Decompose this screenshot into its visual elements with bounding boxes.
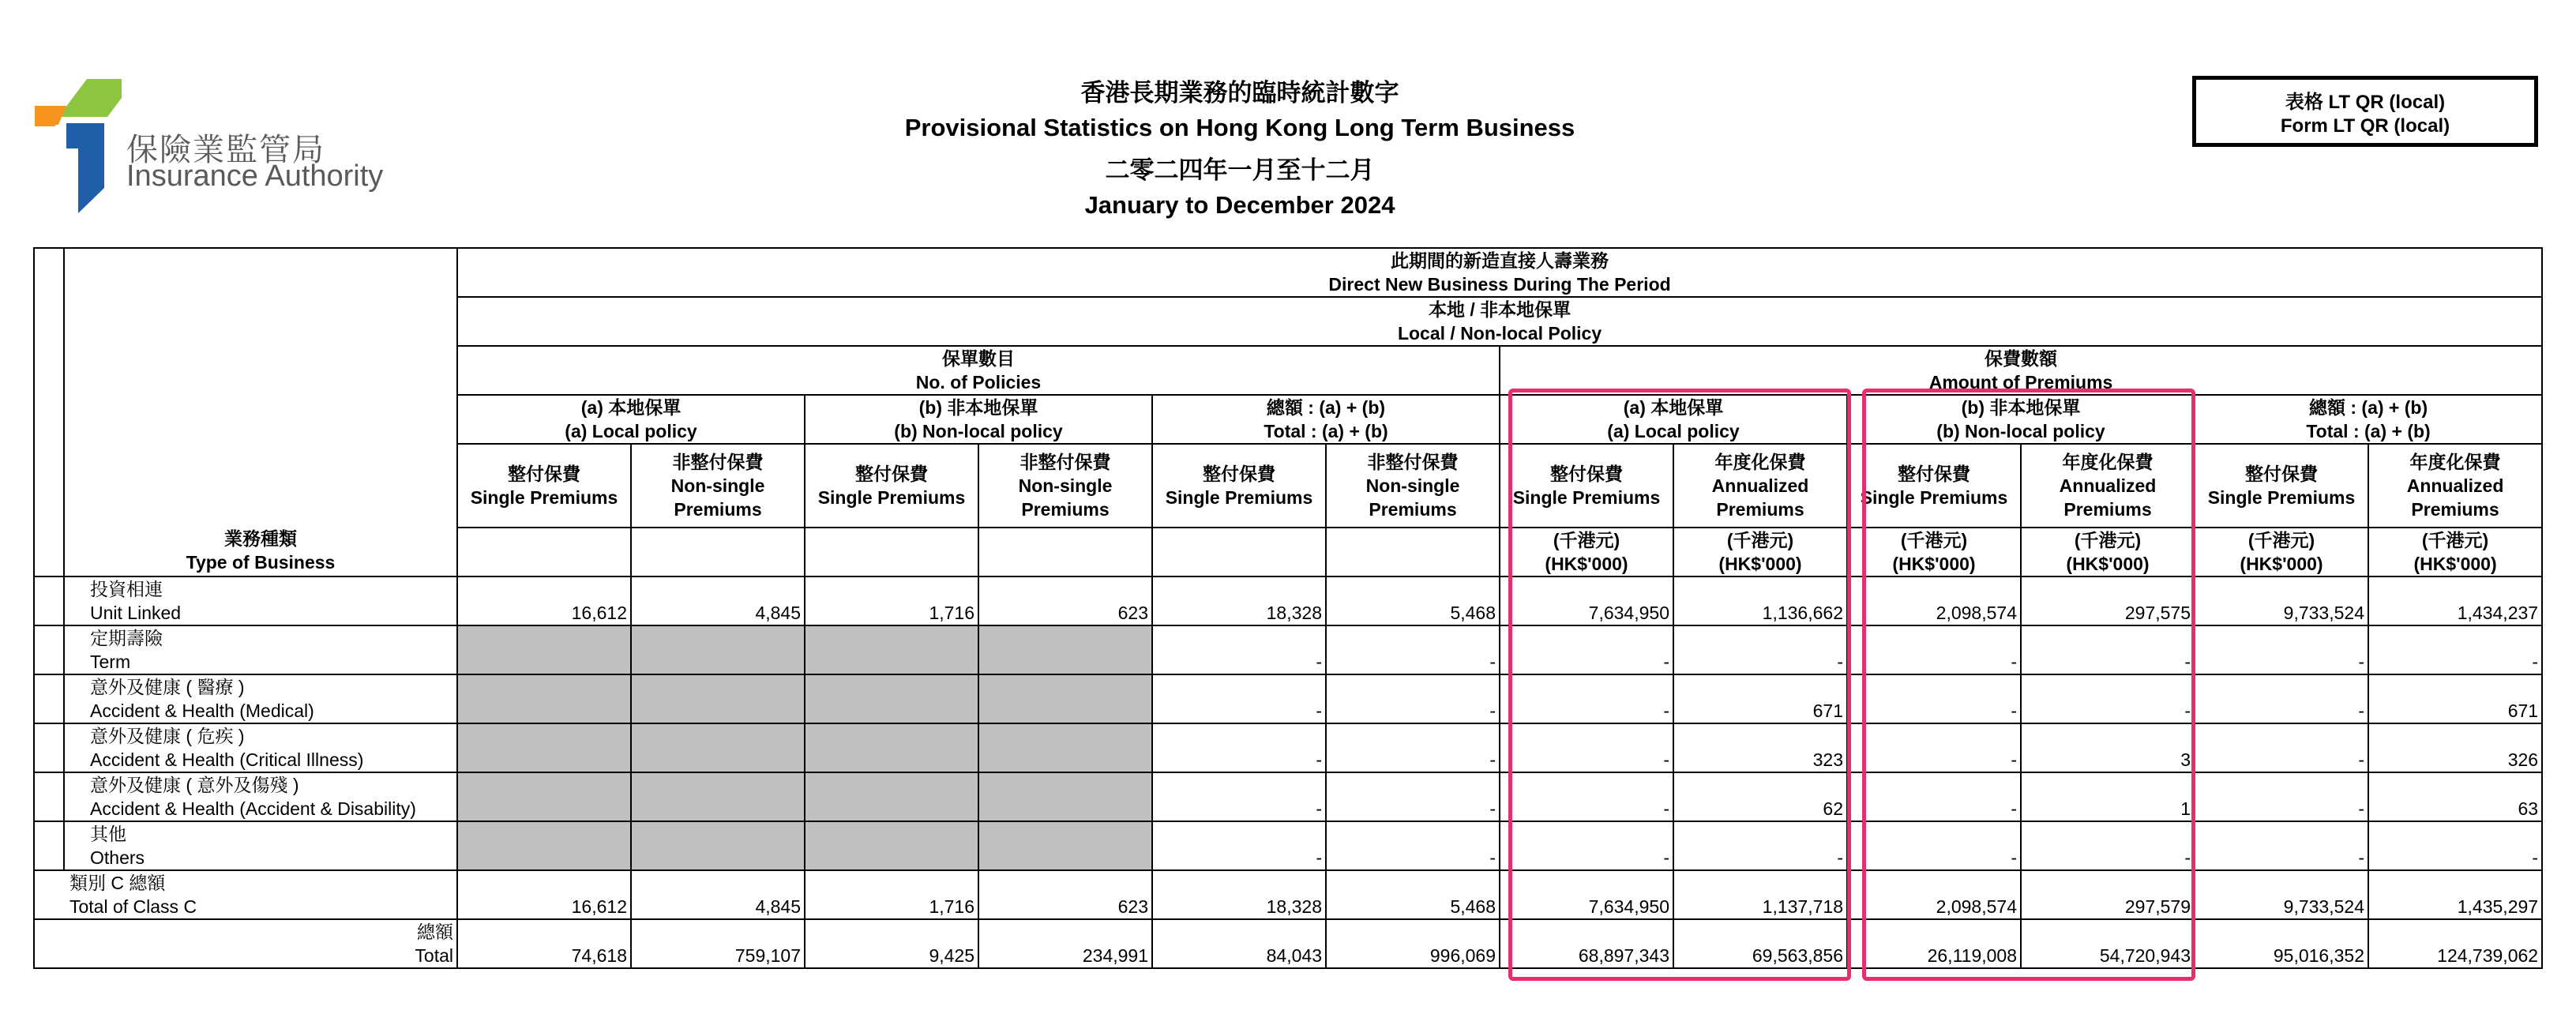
unit-cell bbox=[1673, 528, 1847, 576]
value-cell: 18,328 bbox=[1152, 870, 1326, 919]
unit-zh: (千港元) bbox=[2247, 530, 2315, 550]
unit-en: (HK$'000) bbox=[2240, 554, 2323, 574]
period-english: January to December 2024 bbox=[1084, 191, 1395, 219]
row-unit-linked bbox=[34, 576, 2542, 625]
value-cell: - bbox=[2195, 723, 2368, 772]
value-cell: - bbox=[1847, 674, 2021, 723]
value-cell: 297,579 bbox=[2021, 870, 2195, 919]
nonlocal-en: (b) Non-local policy bbox=[894, 421, 1063, 441]
shaded-cell bbox=[978, 772, 1152, 821]
col-header-single bbox=[1847, 444, 2021, 528]
row-label-en: Total bbox=[415, 945, 453, 966]
unit-zh: (千港元) bbox=[1726, 530, 1794, 550]
nonsingle-en2: Premiums bbox=[1021, 499, 1110, 520]
row-label bbox=[64, 674, 457, 723]
row-label-zh: 意外及健康 ( 危疾 ) bbox=[90, 726, 245, 746]
policy-header-english: Local / Non-local Policy bbox=[1397, 323, 1602, 344]
value-cell: 69,563,856 bbox=[1673, 919, 1847, 968]
title-english: Provisional Statistics on Hong Kong Long Term Business bbox=[904, 114, 1575, 141]
value-cell: 3 bbox=[2021, 723, 2195, 772]
no-of-policies-header bbox=[457, 346, 1500, 395]
col-header-single bbox=[1500, 444, 1673, 528]
row-label bbox=[34, 919, 457, 968]
value-cell: - bbox=[2195, 674, 2368, 723]
single-en: Single Premiums bbox=[1512, 487, 1661, 508]
unit-cell-empty bbox=[631, 528, 805, 576]
value-cell: - bbox=[1152, 821, 1326, 870]
type-header-english: Type of Business bbox=[186, 552, 336, 573]
row-label-zh: 投資相連 bbox=[90, 579, 163, 599]
unit-cell-empty bbox=[457, 528, 631, 576]
value-cell: 671 bbox=[1673, 674, 1847, 723]
logo-text-english: Insurance Authority bbox=[126, 160, 384, 193]
value-cell: - bbox=[1500, 821, 1673, 870]
form-code-chinese: 表格 LT QR (local) bbox=[2285, 92, 2446, 113]
row-accident-health-critical-illness bbox=[34, 723, 2542, 772]
value-cell: 7,634,950 bbox=[1500, 870, 1673, 919]
row-label-zh: 意外及健康 ( 醫療 ) bbox=[90, 677, 245, 697]
value-cell: 1,435,297 bbox=[2368, 870, 2542, 919]
value-cell: 623 bbox=[978, 870, 1152, 919]
row-label bbox=[64, 625, 457, 674]
value-cell: 9,733,524 bbox=[2195, 870, 2368, 919]
annual-en2: Premiums bbox=[1716, 499, 1804, 520]
shaded-cell bbox=[631, 625, 805, 674]
margin-cell bbox=[34, 674, 64, 723]
premiums-nonlocal-header bbox=[1847, 395, 2195, 444]
nonsingle-en1: Non-single bbox=[1018, 475, 1113, 496]
value-cell: 297,575 bbox=[2021, 576, 2195, 625]
single-en: Single Premiums bbox=[817, 487, 966, 508]
shaded-cell bbox=[978, 821, 1152, 870]
annual-zh: 年度化保費 bbox=[2062, 452, 2154, 472]
shaded-cell bbox=[805, 625, 978, 674]
section-header-chinese: 此期間的新造直接人壽業務 bbox=[1391, 250, 1609, 271]
unit-cell bbox=[2195, 528, 2368, 576]
unit-cell-empty bbox=[978, 528, 1152, 576]
margin-cell bbox=[34, 576, 64, 625]
value-cell: 326 bbox=[2368, 723, 2542, 772]
unit-zh: (千港元) bbox=[2421, 530, 2489, 550]
value-cell: - bbox=[2021, 821, 2195, 870]
statistics-table bbox=[33, 247, 2543, 969]
nonlocal-zh: (b) 非本地保單 bbox=[1961, 397, 2081, 418]
col-header-nonsingle bbox=[1326, 444, 1500, 528]
col-header-nonsingle bbox=[631, 444, 805, 528]
insurance-authority-logo bbox=[35, 77, 384, 216]
premiums-total-header bbox=[2195, 395, 2542, 444]
amount-of-premiums-header bbox=[1500, 346, 2542, 395]
unit-zh: (千港元) bbox=[1553, 530, 1620, 550]
policies-local-header bbox=[457, 395, 805, 444]
title-chinese: 香港長期業務的臨時統計數字 bbox=[1080, 79, 1399, 107]
total-en: Total : (a) + (b) bbox=[1264, 421, 1388, 441]
nonsingle-en1: Non-single bbox=[1365, 475, 1460, 496]
row-label-en: Term bbox=[90, 652, 131, 672]
row-accident-health-disability bbox=[34, 772, 2542, 821]
value-cell: 1,136,662 bbox=[1673, 576, 1847, 625]
single-zh: 整付保費 bbox=[2245, 464, 2318, 484]
value-cell: 323 bbox=[1673, 723, 1847, 772]
annual-zh: 年度化保費 bbox=[1714, 452, 1806, 472]
value-cell: 62 bbox=[1673, 772, 1847, 821]
value-cell: 1,716 bbox=[805, 870, 978, 919]
shaded-cell bbox=[805, 772, 978, 821]
unit-cell bbox=[2021, 528, 2195, 576]
value-cell: - bbox=[1152, 723, 1326, 772]
value-cell: 2,098,574 bbox=[1847, 576, 2021, 625]
nonlocal-zh: (b) 非本地保單 bbox=[918, 397, 1038, 418]
policies-header-chinese: 保單數目 bbox=[942, 348, 1015, 369]
value-cell: - bbox=[1500, 772, 1673, 821]
logo-text-chinese: 保險業監管局 bbox=[126, 133, 325, 167]
total-zh: 總額 : (a) + (b) bbox=[1266, 397, 1386, 418]
policies-total-header bbox=[1152, 395, 1500, 444]
value-cell: 2,098,574 bbox=[1847, 870, 2021, 919]
shaded-cell bbox=[978, 674, 1152, 723]
value-cell: - bbox=[1847, 625, 2021, 674]
row-label bbox=[64, 723, 457, 772]
annual-en1: Annualized bbox=[1711, 475, 1809, 496]
shaded-cell bbox=[805, 674, 978, 723]
value-cell: 54,720,943 bbox=[2021, 919, 2195, 968]
row-label-en: Unit Linked bbox=[90, 603, 182, 623]
value-cell: - bbox=[1500, 625, 1673, 674]
value-cell: - bbox=[1326, 821, 1500, 870]
premiums-header-english: Amount of Premiums bbox=[1928, 372, 2113, 392]
single-en: Single Premiums bbox=[470, 487, 618, 508]
unit-en: (HK$'000) bbox=[2413, 554, 2497, 574]
total-en: Total : (a) + (b) bbox=[2306, 421, 2431, 441]
col-header-single bbox=[2195, 444, 2368, 528]
value-cell: 18,328 bbox=[1152, 576, 1326, 625]
shaded-cell bbox=[457, 674, 631, 723]
local-en: (a) Local policy bbox=[1607, 421, 1740, 441]
row-grand-total bbox=[34, 919, 2542, 968]
total-zh: 總額 : (a) + (b) bbox=[2308, 397, 2428, 418]
nonsingle-zh: 非整付保費 bbox=[1367, 452, 1459, 472]
single-en: Single Premiums bbox=[1860, 487, 2008, 508]
row-term bbox=[34, 625, 2542, 674]
row-label-en: Others bbox=[90, 847, 145, 868]
unit-cell-empty bbox=[1326, 528, 1500, 576]
value-cell: 16,612 bbox=[457, 576, 631, 625]
unit-cell bbox=[1500, 528, 1673, 576]
value-cell: 1,434,237 bbox=[2368, 576, 2542, 625]
value-cell: 5,468 bbox=[1326, 576, 1500, 625]
row-accident-health-medical bbox=[34, 674, 2542, 723]
row-label-zh: 總額 bbox=[417, 922, 453, 942]
single-zh: 整付保費 bbox=[1898, 464, 1970, 484]
col-header-nonsingle bbox=[978, 444, 1152, 528]
single-zh: 整付保費 bbox=[1203, 464, 1275, 484]
nonsingle-zh: 非整付保費 bbox=[672, 452, 764, 472]
nonlocal-en: (b) Non-local policy bbox=[1936, 421, 2105, 441]
value-cell: 759,107 bbox=[631, 919, 805, 968]
shaded-cell bbox=[805, 723, 978, 772]
report-title bbox=[790, 76, 1690, 223]
value-cell: - bbox=[1673, 625, 1847, 674]
value-cell: 4,845 bbox=[631, 870, 805, 919]
value-cell: - bbox=[2195, 625, 2368, 674]
row-others bbox=[34, 821, 2542, 870]
shaded-cell bbox=[631, 821, 805, 870]
direct-new-business-header bbox=[457, 248, 2542, 297]
shaded-cell bbox=[978, 625, 1152, 674]
annual-en2: Premiums bbox=[2411, 499, 2499, 520]
value-cell: - bbox=[1500, 674, 1673, 723]
premiums-header-chinese: 保費數額 bbox=[1985, 348, 2058, 369]
row-label-en: Total of Class C bbox=[69, 896, 197, 917]
value-cell: - bbox=[1152, 674, 1326, 723]
value-cell: - bbox=[2195, 772, 2368, 821]
left-margin-cell bbox=[34, 248, 64, 576]
section-header-english: Direct New Business During The Period bbox=[1328, 274, 1671, 295]
shaded-cell bbox=[457, 625, 631, 674]
value-cell: 124,739,062 bbox=[2368, 919, 2542, 968]
row-total-class-c bbox=[34, 870, 2542, 919]
logo-mark-icon bbox=[35, 77, 122, 216]
row-label-zh: 類別 C 總額 bbox=[69, 873, 166, 893]
unit-cell bbox=[2368, 528, 2542, 576]
unit-cell-empty bbox=[1152, 528, 1326, 576]
premiums-local-header bbox=[1500, 395, 1847, 444]
row-label bbox=[64, 772, 457, 821]
col-header-single bbox=[805, 444, 978, 528]
value-cell: - bbox=[1673, 821, 1847, 870]
value-cell: - bbox=[2368, 625, 2542, 674]
value-cell: - bbox=[1152, 625, 1326, 674]
value-cell: 63 bbox=[2368, 772, 2542, 821]
shaded-cell bbox=[631, 772, 805, 821]
nonsingle-en2: Premiums bbox=[674, 499, 762, 520]
local-nonlocal-header bbox=[457, 297, 2542, 346]
type-of-business-header bbox=[64, 248, 457, 576]
value-cell: 5,468 bbox=[1326, 870, 1500, 919]
unit-en: (HK$'000) bbox=[2066, 554, 2150, 574]
row-label-en: Accident & Health (Critical Illness) bbox=[90, 749, 364, 770]
value-cell: - bbox=[1326, 674, 1500, 723]
annual-en1: Annualized bbox=[2059, 475, 2157, 496]
col-header-annualized bbox=[1673, 444, 1847, 528]
type-header-chinese: 業務種類 bbox=[224, 528, 297, 549]
local-zh: (a) 本地保單 bbox=[580, 397, 682, 418]
value-cell: - bbox=[2195, 821, 2368, 870]
unit-en: (HK$'000) bbox=[1892, 554, 1976, 574]
unit-en: (HK$'000) bbox=[1718, 554, 1802, 574]
margin-cell bbox=[34, 772, 64, 821]
value-cell: - bbox=[1152, 772, 1326, 821]
value-cell: - bbox=[1500, 723, 1673, 772]
unit-zh: (千港元) bbox=[2074, 530, 2142, 550]
value-cell: 68,897,343 bbox=[1500, 919, 1673, 968]
value-cell: 26,119,008 bbox=[1847, 919, 2021, 968]
shaded-cell bbox=[805, 821, 978, 870]
shaded-cell bbox=[978, 723, 1152, 772]
value-cell: 84,043 bbox=[1152, 919, 1326, 968]
value-cell: - bbox=[1847, 723, 2021, 772]
col-header-single bbox=[1152, 444, 1326, 528]
shaded-cell bbox=[457, 772, 631, 821]
value-cell: 9,733,524 bbox=[2195, 576, 2368, 625]
annual-en1: Annualized bbox=[2406, 475, 2504, 496]
unit-zh: (千港元) bbox=[1900, 530, 1968, 550]
shaded-cell bbox=[631, 723, 805, 772]
local-zh: (a) 本地保單 bbox=[1623, 397, 1724, 418]
policy-header-chinese: 本地 / 非本地保單 bbox=[1428, 299, 1572, 320]
policies-nonlocal-header bbox=[805, 395, 1152, 444]
value-cell: - bbox=[2021, 625, 2195, 674]
margin-cell bbox=[34, 625, 64, 674]
single-en: Single Premiums bbox=[1165, 487, 1313, 508]
unit-en: (HK$'000) bbox=[1545, 554, 1628, 574]
nonsingle-zh: 非整付保費 bbox=[1020, 452, 1111, 472]
value-cell: 7,634,950 bbox=[1500, 576, 1673, 625]
value-cell: 1,716 bbox=[805, 576, 978, 625]
value-cell: - bbox=[1847, 772, 2021, 821]
single-zh: 整付保費 bbox=[1550, 464, 1623, 484]
header-row-section bbox=[34, 248, 2542, 297]
value-cell: 996,069 bbox=[1326, 919, 1500, 968]
annual-zh: 年度化保費 bbox=[2409, 452, 2501, 472]
col-header-single bbox=[457, 444, 631, 528]
row-label bbox=[34, 870, 457, 919]
value-cell: 623 bbox=[978, 576, 1152, 625]
nonsingle-en1: Non-single bbox=[670, 475, 765, 496]
value-cell: 4,845 bbox=[631, 576, 805, 625]
value-cell: - bbox=[1847, 821, 2021, 870]
form-code-english: Form LT QR (local) bbox=[2280, 115, 2450, 137]
unit-cell bbox=[1847, 528, 2021, 576]
value-cell: 1 bbox=[2021, 772, 2195, 821]
row-label-zh: 意外及健康 ( 意外及傷殘 ) bbox=[90, 775, 299, 795]
margin-cell bbox=[34, 723, 64, 772]
row-label bbox=[64, 821, 457, 870]
margin-cell bbox=[34, 821, 64, 870]
nonsingle-en2: Premiums bbox=[1369, 499, 1457, 520]
value-cell: - bbox=[2368, 821, 2542, 870]
col-header-annualized bbox=[2368, 444, 2542, 528]
value-cell: 234,991 bbox=[978, 919, 1152, 968]
unit-cell-empty bbox=[805, 528, 978, 576]
col-header-annualized bbox=[2021, 444, 2195, 528]
value-cell: - bbox=[2021, 674, 2195, 723]
value-cell: 9,425 bbox=[805, 919, 978, 968]
period-chinese: 二零二四年一月至十二月 bbox=[1105, 156, 1375, 184]
row-label-en: Accident & Health (Medical) bbox=[90, 700, 314, 721]
shaded-cell bbox=[457, 723, 631, 772]
shaded-cell bbox=[457, 821, 631, 870]
single-zh: 整付保費 bbox=[855, 464, 928, 484]
single-zh: 整付保費 bbox=[508, 464, 580, 484]
shaded-cell bbox=[631, 674, 805, 723]
value-cell: - bbox=[1326, 723, 1500, 772]
local-en: (a) Local policy bbox=[565, 421, 697, 441]
value-cell: 1,137,718 bbox=[1673, 870, 1847, 919]
row-label bbox=[64, 576, 457, 625]
single-en: Single Premiums bbox=[2207, 487, 2356, 508]
policies-header-english: No. of Policies bbox=[915, 372, 1042, 392]
value-cell: 16,612 bbox=[457, 870, 631, 919]
value-cell: - bbox=[1326, 625, 1500, 674]
row-label-zh: 其他 bbox=[90, 824, 126, 844]
value-cell: 74,618 bbox=[457, 919, 631, 968]
value-cell: - bbox=[1326, 772, 1500, 821]
value-cell: 671 bbox=[2368, 674, 2542, 723]
form-code-box bbox=[2192, 76, 2538, 147]
row-label-en: Accident & Health (Accident & Disability) bbox=[90, 798, 416, 819]
annual-en2: Premiums bbox=[2063, 499, 2152, 520]
row-label-zh: 定期壽險 bbox=[90, 628, 163, 648]
value-cell: 95,016,352 bbox=[2195, 919, 2368, 968]
